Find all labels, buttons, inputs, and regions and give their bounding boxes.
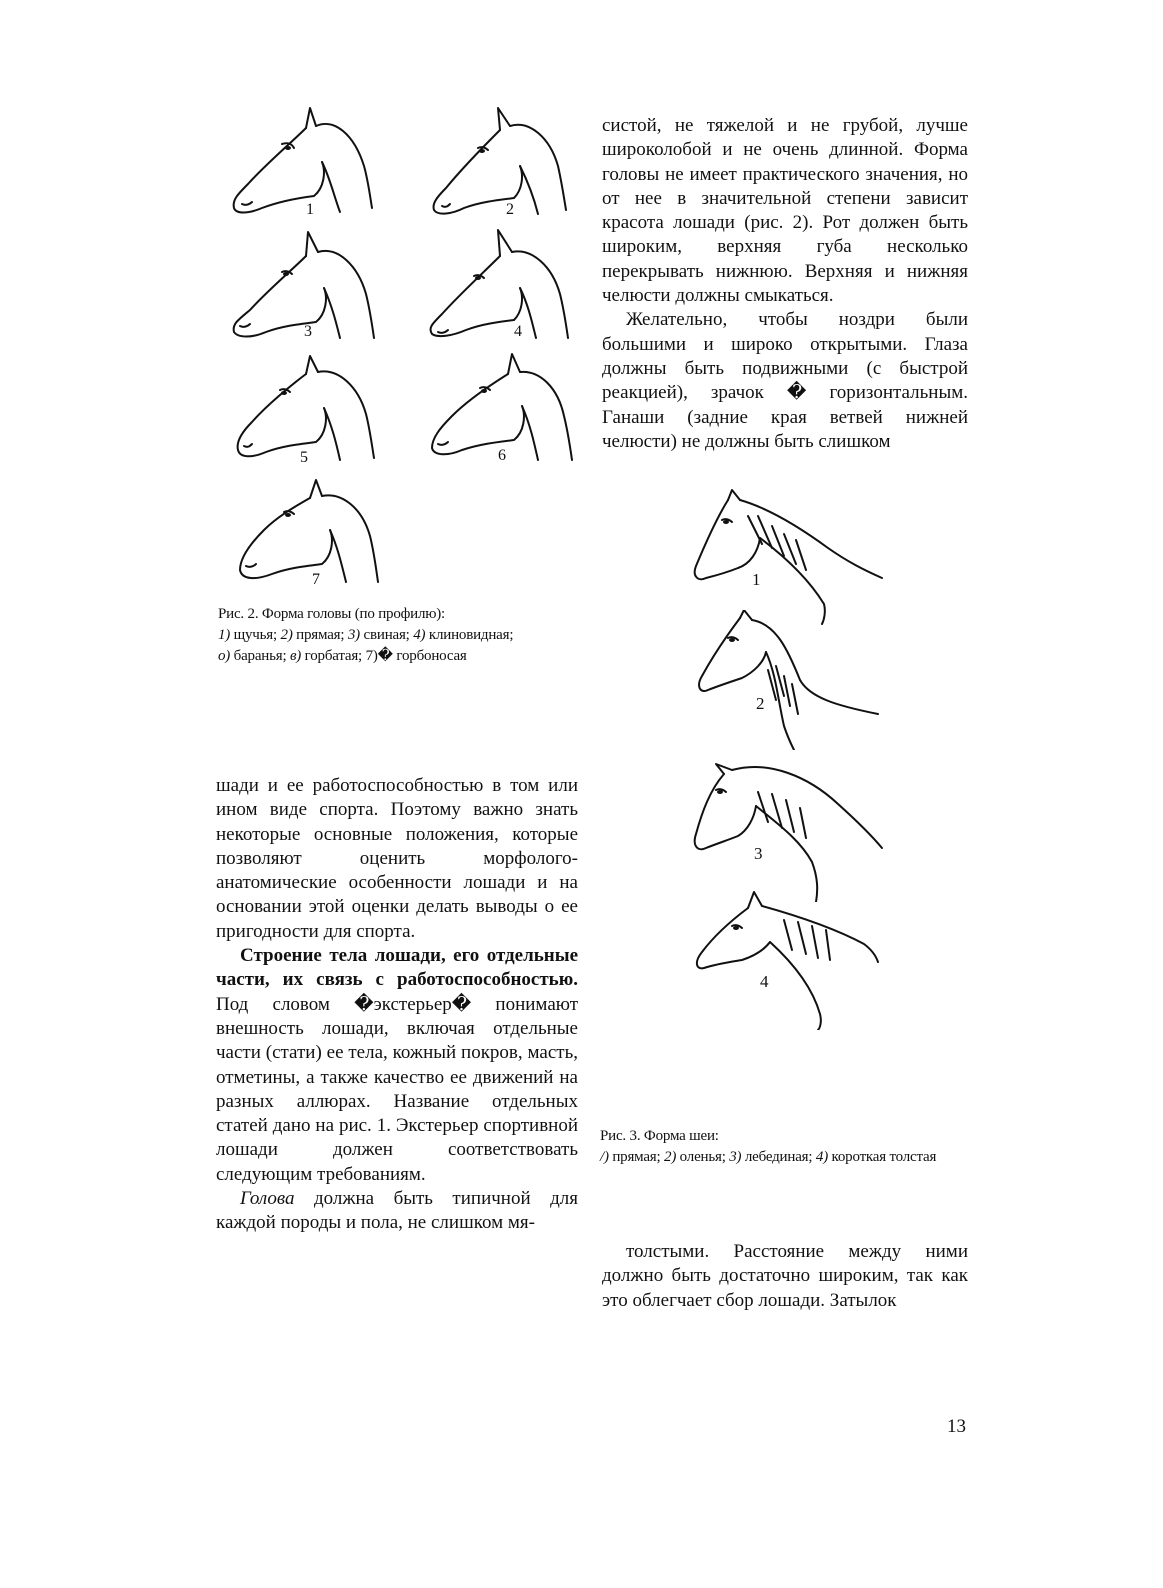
caption-item-number: 7) <box>365 648 378 664</box>
head-profile-5 <box>222 352 382 470</box>
horse-head-drawing <box>222 228 382 346</box>
caption-item-text: прямая; <box>608 1149 665 1165</box>
caption-item-number: 1) <box>218 627 231 643</box>
neck-shape-4 <box>688 890 888 1030</box>
figure-2-head-shapes <box>222 104 582 596</box>
right-column-top-text <box>602 114 968 454</box>
left-column-text <box>216 774 578 1236</box>
caption-item-number: 3) <box>347 627 360 643</box>
caption-item-text: клиновидная; <box>425 627 514 643</box>
horse-neck-drawing <box>688 486 888 626</box>
neck-shape-1 <box>688 486 888 626</box>
paragraph-text: должна быть типичной для каждой породы и пола, не слишком мя- <box>216 1188 578 1234</box>
horse-neck-drawing <box>688 890 888 1030</box>
section-heading: Строение тела лошади, его отдельные части, их связь с работоспособностью. <box>216 945 578 991</box>
paragraph: Желательно, чтобы ноздри были большими и широко открытыми. Глаза должны быть подвижными (с быстрой реакцией), зрачок � горизонтальным. Ганаши (задние края ветвей нижней челюсти) не должны быть слишком <box>602 309 968 452</box>
figure-label: 3 <box>754 844 763 863</box>
caption-item-number: о) <box>218 648 231 664</box>
head-profile-7 <box>226 476 386 594</box>
figure-label: 2 <box>506 201 514 218</box>
figure-label: 5 <box>300 449 308 466</box>
figure-label: 2 <box>756 694 765 713</box>
page-number: 13 <box>947 1416 966 1437</box>
caption-item-text: баранья; <box>230 648 290 664</box>
figure-label: 1 <box>752 570 761 589</box>
paragraph-text: Под словом �экстерьер� понимают внешность лошади, включая отдельные части (стати) ее тела, кожный покров, масть, отметины, а также качество ее движений на разных аллюрах. Название отдельных статей дано на рис. 1. Экстерьер спортивной лошади должен соответствовать следующим требованиям. <box>216 993 578 1185</box>
figure-label: 3 <box>304 323 312 340</box>
paragraph: систой, не тяжелой и не грубой, лучше широколобой и не очень длинной. Форма головы не имеет практического значения, но от нее в значительной степени зависит красота лошади (рис. 2). Рот должен быть широким, верхняя губа несколько перекрывать нижнюю. Верхняя и нижняя челюсти должны смыкаться. <box>602 115 968 307</box>
horse-head-drawing <box>226 476 386 594</box>
head-profile-4 <box>418 228 578 346</box>
horse-neck-drawing <box>688 610 888 750</box>
caption-item-number: 4) <box>413 627 426 643</box>
paragraph: шади и ее работоспособностью в том или ином виде спорта. Поэтому важно знать некоторые основные положения, которые позволяют оценить морфолого-анатомические особенности лошади и на основании этой оценки делать выводы о ее пригодности для спорта. <box>216 775 578 942</box>
paragraph <box>216 1187 578 1236</box>
paragraph: толстыми. Расстояние между ними должно быть достаточно широким, так как это облегчает сбор лошади. Затылок <box>602 1241 968 1311</box>
head-profile-6 <box>418 352 578 470</box>
figure-label: 1 <box>306 201 314 218</box>
horse-head-drawing <box>222 104 382 222</box>
caption-items <box>600 1147 960 1168</box>
caption-item-text: прямая; <box>292 627 348 643</box>
neck-shape-2 <box>688 610 888 750</box>
caption-item-text: лебединая; <box>741 1149 816 1165</box>
caption-item-text: короткая толстая <box>828 1149 937 1165</box>
caption-item-text: оленья; <box>676 1149 730 1165</box>
head-profile-3 <box>222 228 382 346</box>
caption-item-text: горбатая; <box>301 648 366 664</box>
caption-title: Рис. 3. Форма шеи: <box>600 1128 719 1144</box>
paragraph <box>216 944 578 1187</box>
horse-head-drawing <box>418 104 578 222</box>
figure-label: 7 <box>312 571 320 588</box>
figure-label: 4 <box>760 972 769 991</box>
horse-neck-drawing <box>688 762 888 902</box>
caption-item-number: /) <box>600 1149 609 1165</box>
figure-label: 4 <box>514 323 522 340</box>
caption-item-number: 3) <box>729 1149 742 1165</box>
head-profile-2 <box>418 104 578 222</box>
caption-items <box>218 625 518 667</box>
neck-shape-3 <box>688 762 888 902</box>
caption-item-number: в) <box>290 648 302 664</box>
caption-item-number: 2) <box>664 1149 677 1165</box>
caption-item-text: � горбоносая <box>377 648 467 664</box>
caption-title: Рис. 2. Форма головы (по профилю): <box>218 606 446 622</box>
horse-head-drawing <box>418 228 578 346</box>
caption-item-text: свиная; <box>359 627 414 643</box>
figure-2-caption <box>218 604 518 667</box>
figure-3-caption <box>600 1126 960 1168</box>
caption-item-number: 4) <box>815 1149 828 1165</box>
figure-3-neck-shapes <box>688 486 888 1026</box>
head-profile-1 <box>222 104 382 222</box>
term-italic: Голова <box>240 1188 295 1210</box>
caption-item-text: щучья; <box>230 627 281 643</box>
figure-label: 6 <box>498 447 506 464</box>
right-column-bottom-text <box>602 1240 968 1313</box>
caption-item-number: 2) <box>280 627 293 643</box>
